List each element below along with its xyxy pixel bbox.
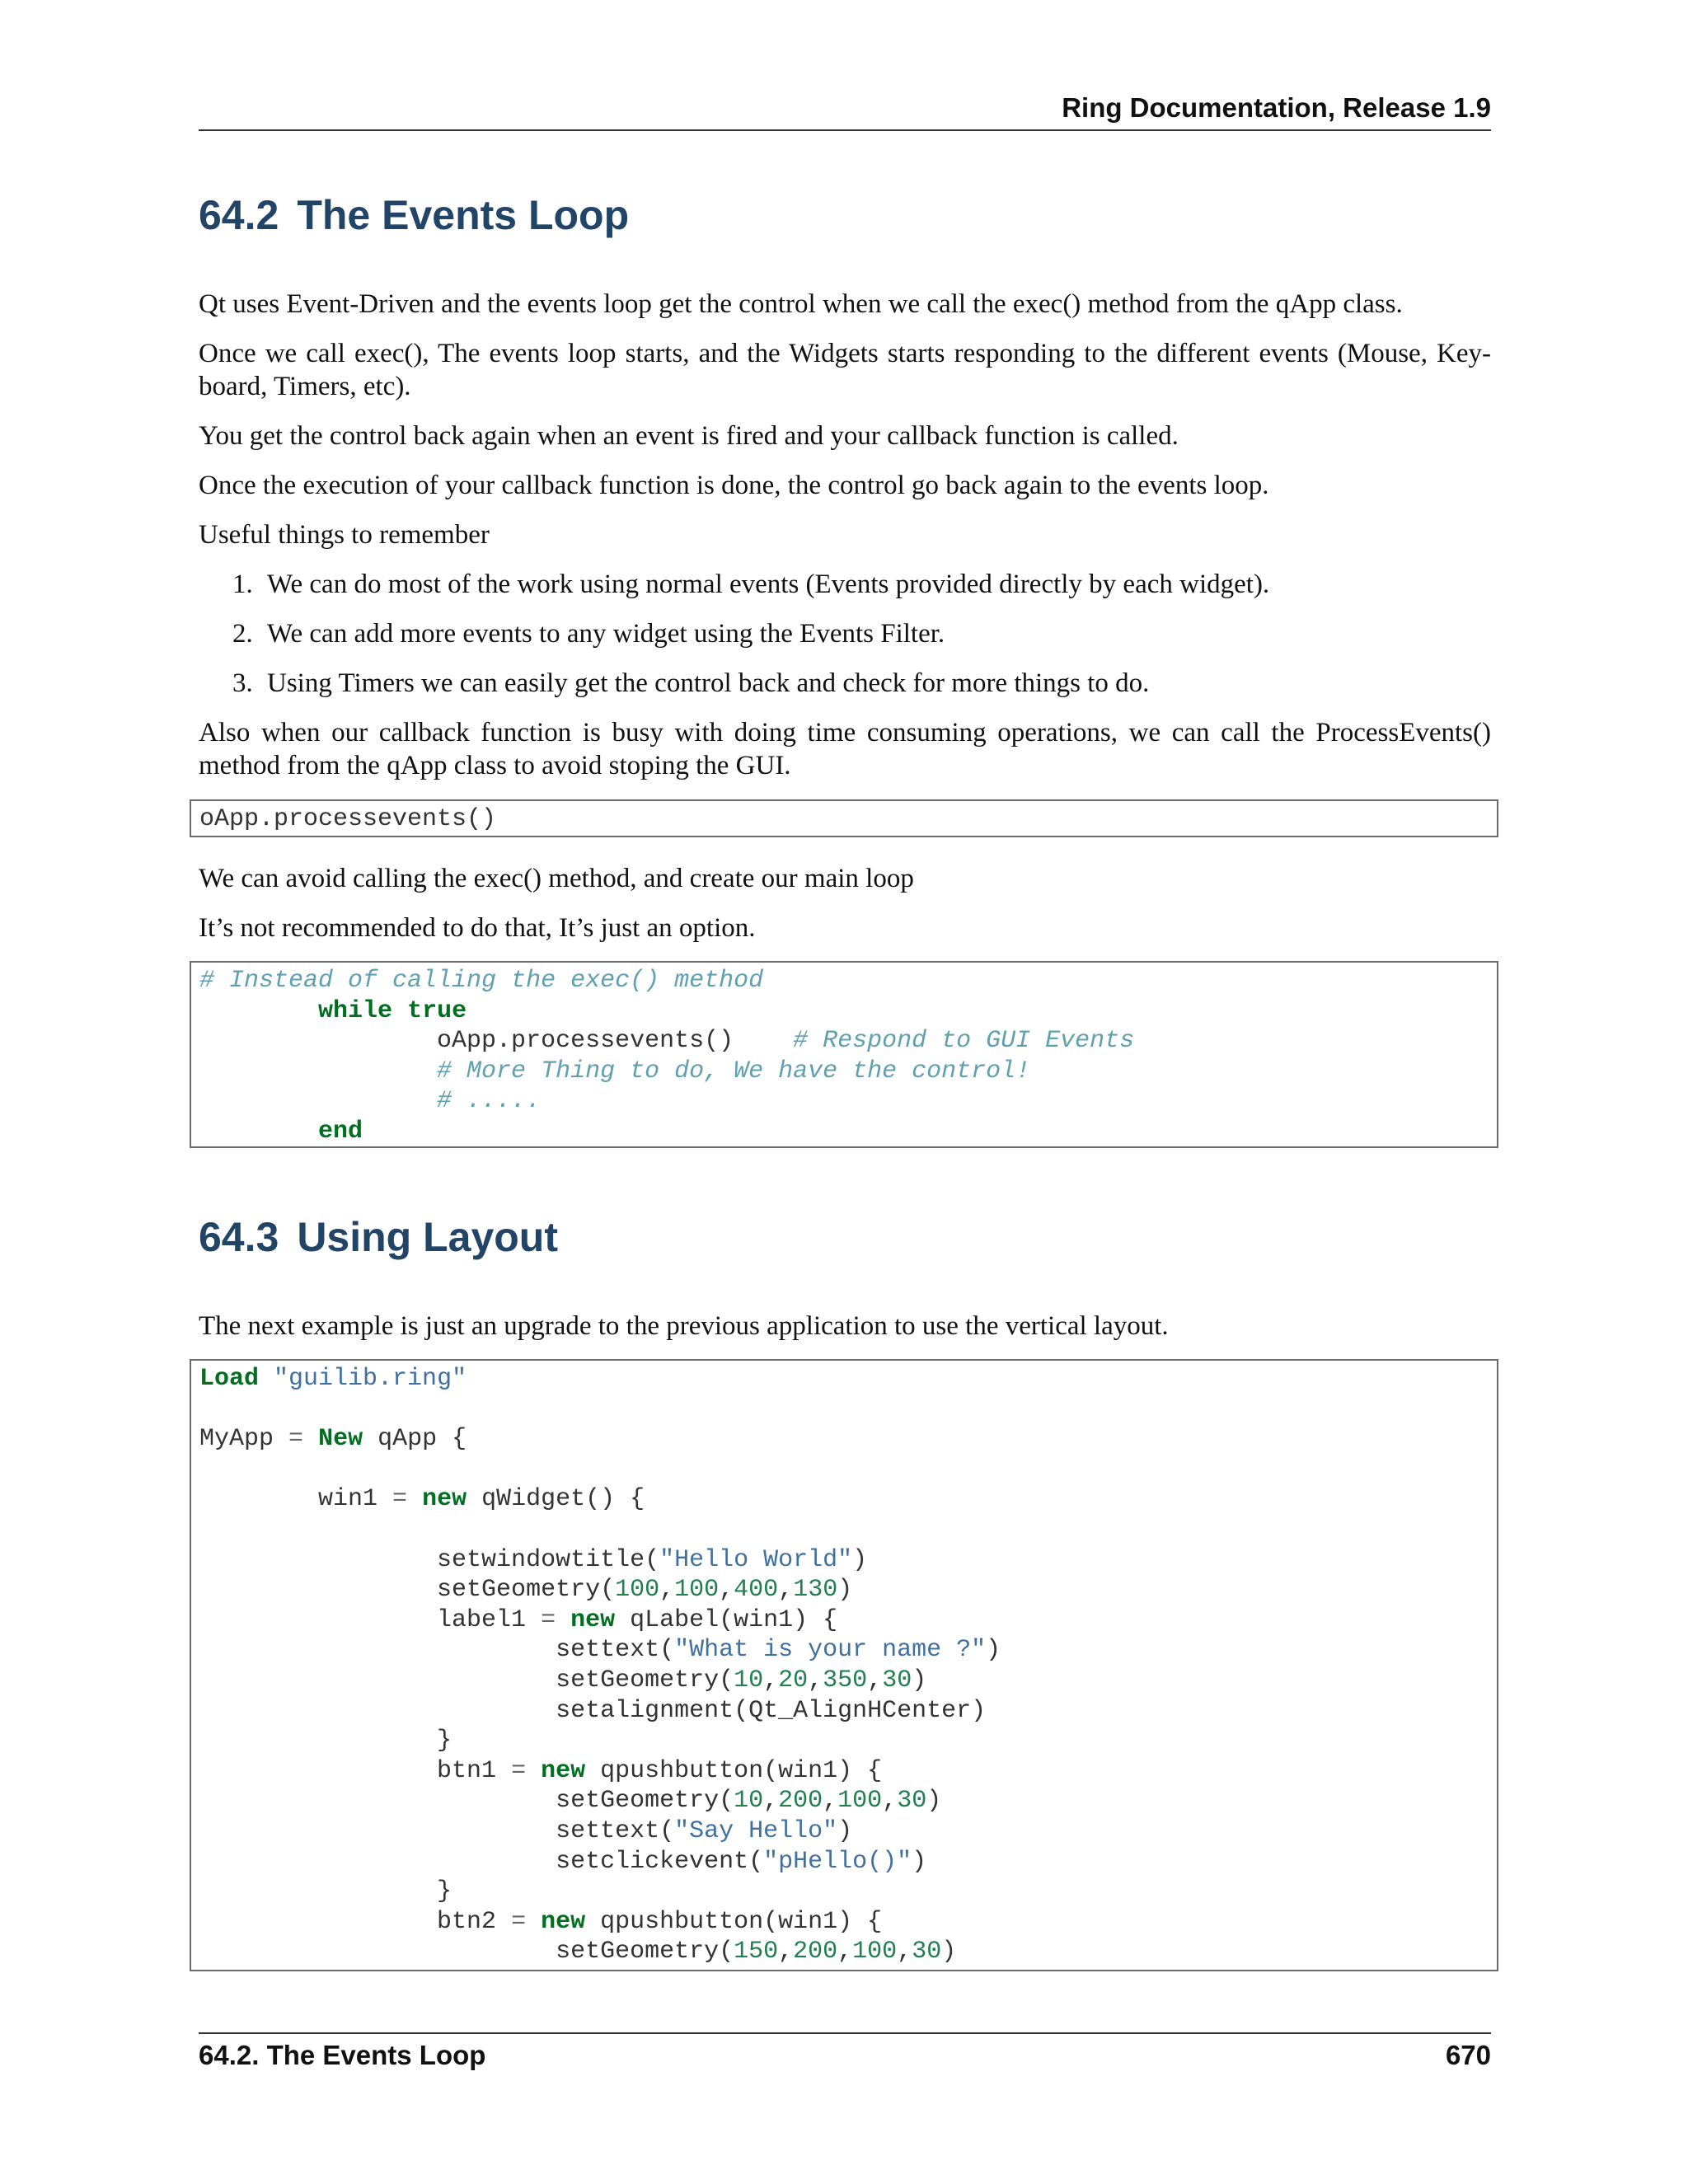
- code-line: [199, 1696, 1489, 1727]
- footer-section-name: 64.2. The Events Loop: [199, 2040, 486, 2070]
- code-string: "guilib.ring": [274, 1365, 467, 1393]
- code-string: "What is your name ?": [674, 1636, 987, 1665]
- code-text: setGeometry(: [199, 1938, 734, 1966]
- code-line: [199, 1117, 1489, 1147]
- page-number: 670: [1445, 2040, 1491, 2070]
- code-text: ): [837, 1576, 853, 1605]
- code-number: 30: [912, 1938, 942, 1966]
- list-item: [232, 617, 1469, 650]
- code-line: [199, 1635, 1489, 1666]
- code-operator: =: [288, 1425, 304, 1454]
- code-number: 400: [734, 1576, 779, 1605]
- code-line: [199, 1726, 1489, 1756]
- code-line: [199, 1026, 1489, 1057]
- code-line: [199, 804, 1489, 835]
- code-text: [303, 1425, 318, 1453]
- code-text: win1: [199, 1485, 393, 1514]
- code-keyword: Load: [199, 1365, 260, 1393]
- code-text: [407, 1485, 422, 1513]
- code-keyword: new: [541, 1756, 586, 1785]
- code-text: ): [986, 1636, 1001, 1665]
- code-line: [199, 1575, 1489, 1605]
- section-title: Using Layout: [297, 1214, 559, 1260]
- list-item-text: We can add more events to any widget using the Events Filter.: [267, 619, 945, 649]
- code-line: [199, 1877, 1489, 1907]
- code-number: 30: [882, 1666, 912, 1694]
- code-block-layout-example: [190, 1359, 1498, 1971]
- footer-rule: [199, 2032, 1491, 2034]
- code-number: 150: [734, 1938, 779, 1966]
- code-text: ,: [763, 1666, 779, 1694]
- code-string: "Hello World": [659, 1545, 853, 1574]
- code-text: ,: [778, 1938, 794, 1966]
- code-number: 200: [778, 1787, 823, 1816]
- code-text: setwindowtitle(: [199, 1545, 660, 1574]
- code-number: 100: [615, 1576, 660, 1605]
- code-text: [259, 1365, 274, 1393]
- code-text: ,: [897, 1938, 912, 1966]
- code-line: [199, 1455, 1489, 1485]
- code-text: }: [199, 1877, 452, 1906]
- code-number: 30: [897, 1787, 927, 1816]
- paragraph: You get the control back again when an event is fired and your callback function is called.: [199, 421, 1179, 451]
- code-number: 10: [734, 1787, 764, 1816]
- code-text: ,: [837, 1938, 853, 1966]
- list-marker: 2.: [232, 619, 253, 649]
- code-text: [199, 1057, 437, 1085]
- code-block-main-loop: [190, 961, 1498, 1148]
- code-line: [199, 1605, 1489, 1636]
- code-text: ,: [867, 1666, 883, 1694]
- section-number: 64.3: [199, 1214, 279, 1260]
- code-text: ): [941, 1938, 957, 1966]
- code-text: setGeometry(: [199, 1576, 616, 1605]
- list-item: [232, 667, 1469, 700]
- code-keyword: end: [318, 1117, 363, 1146]
- code-operator: =: [541, 1605, 556, 1634]
- code-text: ,: [719, 1576, 734, 1605]
- code-keyword: new: [422, 1485, 467, 1514]
- code-line: [199, 1847, 1489, 1877]
- code-string: "Say Hello": [674, 1816, 838, 1845]
- code-text: settext(: [199, 1816, 675, 1845]
- paragraph: Once we call exec(), The events loop starts, and the Widgets starts responding to the different events (Mouse, Key-board, Timers, etc).: [199, 339, 1491, 401]
- code-text: [199, 997, 318, 1025]
- code-text: [392, 997, 407, 1025]
- code-number: 350: [823, 1666, 868, 1694]
- code-text: [199, 1118, 318, 1146]
- code-comment: # .....: [437, 1087, 542, 1116]
- paragraph: Qt uses Event-Driven and the events loop get the control when we call the exec() method from the qApp class.: [199, 289, 1403, 319]
- code-line: [199, 1364, 1489, 1394]
- code-operator: =: [511, 1907, 527, 1936]
- list-item: [232, 568, 1469, 601]
- code-text: ,: [823, 1787, 838, 1816]
- code-line: [199, 1545, 1489, 1576]
- code-comment: # More Thing to do, We have the control!: [437, 1057, 1031, 1085]
- code-number: 130: [793, 1576, 838, 1605]
- code-text: ,: [659, 1576, 675, 1605]
- running-header: Ring Documentation, Release 1.9: [1062, 92, 1491, 123]
- code-text: label1: [199, 1605, 542, 1634]
- paragraph: Also when our callback function is busy with doing time consuming operations, we can call the ProcessEvents() method from the qApp class to avoid stoping the GUI.: [199, 718, 1491, 780]
- code-comment: # Instead of calling the exec() method: [199, 967, 764, 995]
- paragraph: We can avoid calling the exec() method, and create our main loop: [199, 864, 914, 893]
- code-text: ): [852, 1545, 868, 1574]
- code-text: setGeometry(: [199, 1666, 734, 1694]
- code-line: [199, 1786, 1489, 1816]
- code-text: [556, 1606, 570, 1634]
- code-comment: # Respond to GUI Events: [793, 1027, 1135, 1056]
- code-line: [199, 1086, 1489, 1117]
- code-block-process-events: [190, 799, 1498, 837]
- code-text: ,: [778, 1576, 794, 1605]
- section-number: 64.2: [199, 192, 279, 238]
- section-title: The Events Loop: [297, 192, 630, 238]
- code-text: qWidget() {: [467, 1485, 645, 1514]
- code-line: [199, 996, 1489, 1027]
- code-line: [199, 1057, 1489, 1087]
- code-line: [199, 1394, 1489, 1425]
- code-text: setalignment(Qt_AlignHCenter): [199, 1696, 987, 1725]
- header-rule: [199, 129, 1491, 131]
- section-heading-using-layout: [199, 1213, 558, 1261]
- code-number: 200: [793, 1938, 838, 1966]
- code-text: qpushbutton(win1) {: [585, 1756, 883, 1785]
- code-keyword: while: [318, 996, 393, 1025]
- code-text: setGeometry(: [199, 1787, 734, 1816]
- code-text: btn1: [199, 1756, 512, 1785]
- code-text: MyApp: [199, 1425, 289, 1454]
- code-operator: =: [392, 1485, 408, 1514]
- code-line: [199, 1907, 1489, 1938]
- code-text: }: [199, 1727, 452, 1755]
- paragraph: Once the execution of your callback function is done, the control go back again to the events loop.: [199, 471, 1269, 500]
- list-marker: 3.: [232, 668, 253, 698]
- code-string: "pHello()": [763, 1847, 912, 1876]
- code-keyword: true: [407, 996, 467, 1025]
- code-number: 20: [778, 1666, 809, 1694]
- code-keyword: New: [318, 1425, 363, 1454]
- code-keyword: new: [541, 1907, 586, 1936]
- code-number: 100: [837, 1787, 883, 1816]
- code-text: ,: [808, 1666, 823, 1694]
- code-text: [526, 1908, 541, 1936]
- code-line: [199, 1484, 1489, 1515]
- code-text: settext(: [199, 1636, 675, 1665]
- code-text: qpushbutton(win1) {: [585, 1907, 883, 1936]
- list-item-text: Using Timers we can easily get the control back and check for more things to do.: [267, 668, 1150, 698]
- list-marker: 1.: [232, 569, 253, 599]
- code-text: ): [837, 1816, 853, 1845]
- code-text: qApp {: [363, 1425, 467, 1454]
- code-text: ,: [882, 1787, 898, 1816]
- code-line: [199, 1424, 1489, 1455]
- code-keyword: new: [570, 1605, 616, 1634]
- code-line: [199, 1756, 1489, 1787]
- code-text: [526, 1757, 541, 1785]
- code-line: [199, 1937, 1489, 1967]
- code-text: [199, 1087, 437, 1115]
- paragraph: The next example is just an upgrade to the previous application to use the vertical layout.: [199, 1311, 1169, 1341]
- code-text: ): [912, 1847, 927, 1876]
- code-number: 10: [734, 1666, 764, 1694]
- code-line: [199, 1816, 1489, 1847]
- code-text: ): [926, 1787, 942, 1816]
- code-number: 100: [852, 1938, 898, 1966]
- code-text: qLabel(win1) {: [615, 1605, 838, 1634]
- code-text: ,: [763, 1787, 779, 1816]
- section-heading-events-loop: [199, 191, 629, 239]
- code-text: ): [912, 1666, 927, 1694]
- code-line: [199, 1666, 1489, 1696]
- code-text: btn2: [199, 1907, 512, 1936]
- code-number: 100: [674, 1576, 720, 1605]
- code-line: [199, 1515, 1489, 1545]
- code-operator: =: [511, 1756, 527, 1785]
- code-line: [199, 966, 1489, 996]
- list-item-text: We can do most of the work using normal events (Events provided directly by each widget).: [267, 569, 1270, 599]
- code-text: setclickevent(: [199, 1847, 764, 1876]
- paragraph: Useful things to remember: [199, 520, 490, 550]
- paragraph: It’s not recommended to do that, It’s just an option.: [199, 913, 756, 943]
- code-text: oApp.processevents(): [199, 1027, 794, 1056]
- code-text: oApp.processevents(): [199, 805, 497, 833]
